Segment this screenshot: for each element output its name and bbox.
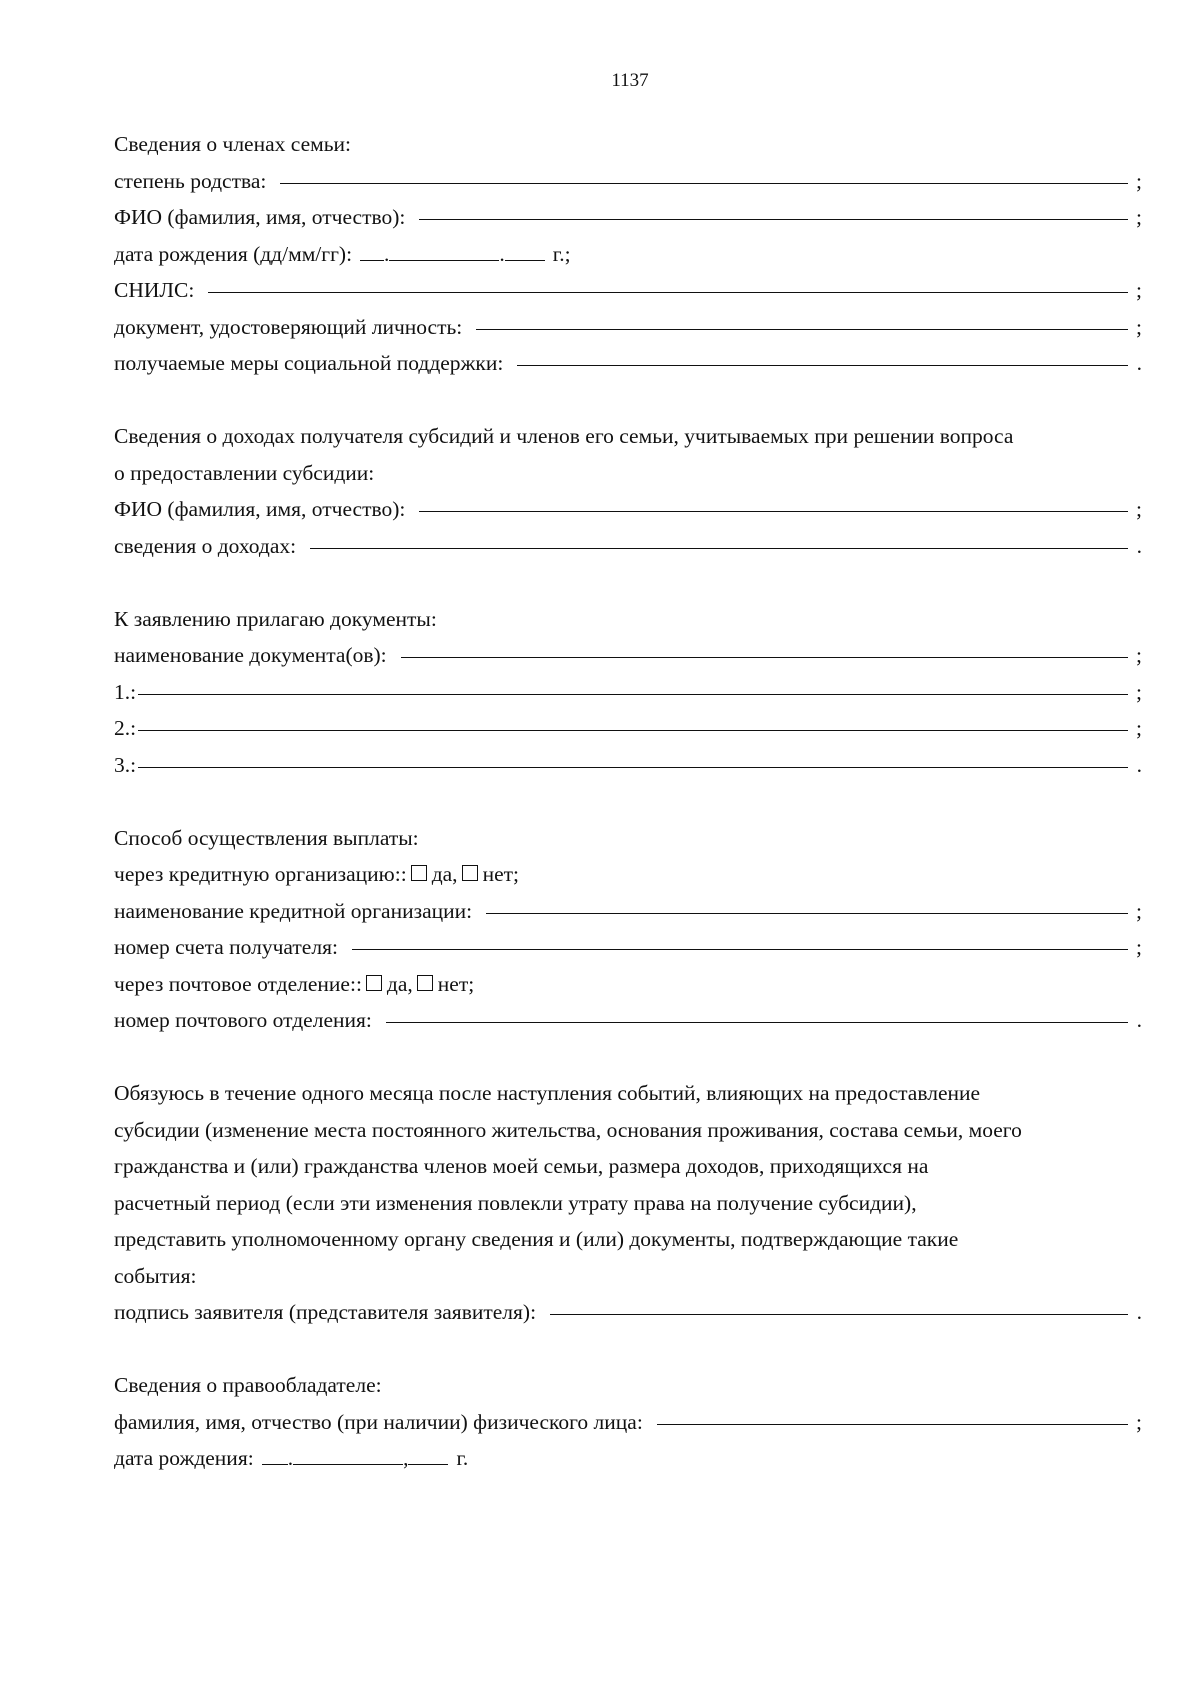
relation-label: степень родства: [114,168,267,193]
post-yes-label: да, [386,971,413,996]
credit-org-row [114,893,1142,930]
credit-choice-row [114,856,1142,893]
income-fio-row [114,491,1142,528]
snils-row [114,272,1142,309]
obligation-line-1: Обязуюсь в течение одного месяца после наступления событий, влияющих на предоставление [114,1081,981,1105]
credit-org-semicolon: ; [1136,898,1142,923]
payment-heading-text: Способ осуществления выплаты: [114,825,419,850]
account-label: номер счета получателя: [114,935,338,959]
post-no-label: нет; [437,971,475,996]
doc-item-1-semicolon: ; [1136,679,1142,704]
doc-name-field[interactable] [401,637,1128,658]
family-fio-field[interactable] [419,199,1128,220]
id-doc-semicolon: ; [1136,314,1142,339]
documents-heading-text: К заявлению прилагаю документы: [114,606,437,631]
snils-label: СНИЛС: [114,278,195,302]
rightholder-heading-text: Сведения о правообладателе: [114,1373,382,1397]
post-number-period: . [1136,1008,1142,1032]
rightholder-birth-year-field[interactable] [408,1444,448,1465]
id-doc-field[interactable] [476,309,1128,330]
credit-no-label: нет; [482,862,519,886]
credit-org-label: наименование кредитной организации: [114,898,473,923]
birth-month-field[interactable] [389,240,499,261]
support-row [114,345,1142,382]
doc-name-semicolon: ; [1136,643,1142,667]
doc-item-3-period: . [1136,752,1142,777]
doc-item-1-field[interactable] [138,674,1128,695]
income-period: . [1136,533,1142,558]
account-semicolon: ; [1136,935,1142,959]
birth-dot-1: . [384,241,390,266]
obligation-line-4: расчетный период (если эти изменения повлекли утрату права на получение субсидии), [114,1190,917,1215]
support-field[interactable] [517,345,1128,366]
rightholder-birth-dot-1: . [287,1446,294,1470]
support-period: . [1136,351,1142,375]
support-label: получаемые меры социальной поддержки: [114,351,504,375]
relation-field[interactable] [280,163,1128,184]
family-birth-label: дата рождения (дд/мм/гг): [114,241,353,266]
obligation-line-5: представить уполномоченному органу сведения и (или) документы, подтверждающие такие [114,1227,959,1251]
rightholder-birth-suffix: г. [456,1446,469,1470]
obligation-line-6: события: [114,1263,197,1288]
post-number-field[interactable] [386,1002,1128,1023]
rightholder-birth-day-field[interactable] [262,1444,288,1465]
signature-field[interactable] [550,1294,1128,1315]
signature-label: подпись заявителя (представителя заявителя): [114,1300,537,1324]
doc-item-2-row [114,710,1142,747]
account-row [114,929,1142,966]
family-fio-row [114,199,1142,236]
rightholder-birth-comma: , [403,1446,409,1470]
post-choice-row [114,966,1142,1003]
snils-field[interactable] [208,272,1128,293]
doc-name-label: наименование документа(ов): [114,643,387,667]
credit-yes-checkbox[interactable] [411,865,427,881]
doc-item-2-semicolon: ; [1136,716,1142,740]
rightholder-birth-label: дата рождения: [114,1446,254,1470]
documents-heading [114,601,1142,638]
id-doc-label: документ, удостоверяющий личность: [114,314,463,339]
rightholder-fio-label: фамилия, имя, отчество (при наличии) физического лица: [114,1409,643,1434]
income-heading-text-2: о предоставлении субсидии: [114,460,375,485]
signature-period: . [1136,1300,1142,1324]
family-heading [114,126,1142,163]
post-number-row [114,1002,1142,1039]
rightholder-birth-month-field[interactable] [293,1444,403,1465]
income-row [114,528,1142,565]
relation-row [114,163,1142,200]
family-birth-row [114,236,1142,273]
signature-row [114,1294,1142,1331]
credit-no-checkbox[interactable] [462,865,478,881]
birth-dot-2: . [499,241,505,266]
credit-label: через кредитную организацию:: [114,862,407,886]
doc-item-3-label: 3.: [114,752,137,777]
rightholder-heading [114,1367,1142,1404]
account-field[interactable] [352,929,1128,950]
doc-item-3-field[interactable] [138,747,1128,768]
income-fio-label: ФИО (фамилия, имя, отчество): [114,497,406,521]
income-heading-line1 [114,418,1142,455]
income-field[interactable] [310,528,1128,549]
credit-yes-label: да, [431,862,458,886]
doc-item-1-row [114,674,1142,711]
rightholder-fio-field[interactable] [657,1404,1128,1425]
snils-semicolon: ; [1136,278,1142,302]
family-fio-label: ФИО (фамилия, имя, отчество): [114,205,406,229]
doc-item-2-label: 2.: [114,716,137,740]
income-fio-semicolon: ; [1136,497,1142,521]
birth-year-field[interactable] [505,240,545,261]
birth-day-field[interactable] [360,240,384,261]
form-body [114,126,1142,1477]
id-doc-row [114,309,1142,346]
income-label: сведения о доходах: [114,533,297,558]
obligation-line-3: гражданства и (или) гражданства членов моей семьи, размера доходов, приходящихся на [114,1154,929,1178]
income-fio-field[interactable] [419,491,1128,512]
doc-item-2-field[interactable] [138,710,1128,731]
payment-heading [114,820,1142,857]
page-number: 1137 [611,70,649,91]
rightholder-fio-row [114,1404,1142,1441]
family-fio-semicolon: ; [1136,205,1142,229]
family-birth-suffix: г.; [552,241,571,266]
relation-semicolon: ; [1136,168,1142,193]
doc-item-1-label: 1.: [114,679,137,704]
rightholder-fio-semicolon: ; [1136,1409,1142,1434]
doc-item-3-row [114,747,1142,784]
credit-org-field[interactable] [486,893,1128,914]
obligation-line-2: субсидии (изменение места постоянного жительства, основания проживания, состава семьи, моего [114,1117,1022,1142]
income-heading-text-1: Сведения о доходах получателя субсидий и членов его семьи, учитываемых при решении вопроса [114,424,1014,448]
doc-name-row [114,637,1142,674]
post-number-label: номер почтового отделения: [114,1008,372,1032]
family-heading-text: Сведения о членах семьи: [114,132,352,156]
rightholder-birth-row [114,1440,1142,1477]
post-label: через почтовое отделение:: [114,971,362,996]
post-yes-checkbox[interactable] [366,975,382,991]
post-no-checkbox[interactable] [417,975,433,991]
income-heading-line2 [114,455,1142,492]
